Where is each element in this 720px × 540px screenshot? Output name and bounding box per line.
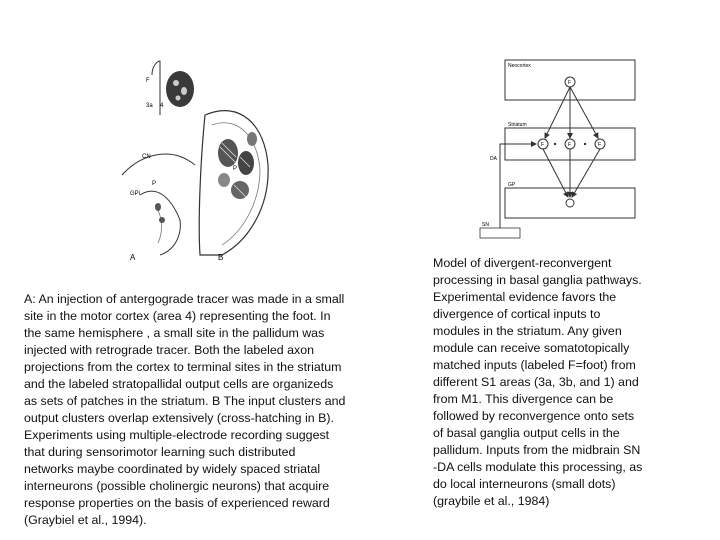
- gp-output-node: [566, 199, 574, 207]
- overlap-cluster: [247, 132, 257, 146]
- panel-label-b: B: [218, 253, 224, 262]
- gp-label: GP: [508, 182, 516, 188]
- basal-ganglia-model-diagram: [470, 50, 645, 240]
- label-f: F: [146, 78, 150, 84]
- striatum-node-label: F: [568, 142, 572, 148]
- label-gpi: GPi: [130, 191, 141, 197]
- overlap-cluster: [218, 173, 230, 187]
- neocortex-label: Neocortex: [508, 63, 531, 69]
- right-figure-caption: Model of divergent-reconvergent processing in basal ganglia pathways. Experimental evidence favors the divergence of cortical inputs to modules in the striatum. Any given module can receive somatotopically matched inputs (labeled F=foot) from different S1 areas (3a, 3b, and 1) and from M1. This divergence can be followed by reconvergence onto sets of basal ganglia output cells in the pallidum. Inputs from the midbrain SN -DA cells modulate this processing, as do local interneurons (small dots) (graybile et al., 1984): [433, 256, 643, 508]
- hemisphere-section-a: [122, 154, 237, 255]
- sn-label: SN: [482, 222, 489, 228]
- overlap-cluster: [231, 181, 249, 199]
- cortex-node-label: F: [568, 80, 572, 86]
- striatum-node-label: F: [598, 142, 602, 148]
- overlap-cluster: [218, 139, 238, 167]
- panel-label-a: A: [130, 253, 136, 262]
- brain-section-figure: [100, 55, 320, 275]
- left-figure-caption: A: An injection of antergograde tracer was made in a small site in the motor cortex (area 4) representing the foot. In the same hemisphere , a small site in the pallidum was injected with retrograde tracer. Both the labeled axon projections from the cortex to terminal sites in the striatum and the labeled stratopallidal output cells are organizeds as sets of patches in the striatum. B The input clusters and output clusters overlap extensively (cross-hatching in B). Experiments using multiple-electrode recording suggest that during sensorimotor learning such distributed networks maybe coordinated by widely spaced striatal interneurons (possible cholinergic neurons) that acquire response properties on the basis of experienced reward (Graybiel et al., 1994).: [24, 292, 346, 527]
- cortex-injection-inset: [146, 61, 194, 115]
- hemisphere-section-b: [199, 111, 268, 255]
- label-4: 4: [160, 103, 164, 109]
- sn-box: [480, 228, 520, 238]
- label-p: P: [152, 181, 157, 187]
- divergence-arrow: [570, 87, 598, 138]
- striatum-label: Striatum: [508, 122, 527, 128]
- label-p-b: P: [233, 166, 238, 172]
- injection-site: [166, 71, 194, 107]
- label-3a: 3a: [146, 103, 153, 109]
- reconvergence-arrow: [572, 149, 600, 197]
- striatum-node-label: F: [541, 142, 545, 148]
- label-cn: CN: [142, 154, 151, 160]
- interneuron-dot: [584, 143, 586, 145]
- da-label: DA: [490, 156, 497, 162]
- interneuron-dot: [554, 143, 556, 145]
- reconvergence-arrow: [543, 149, 568, 197]
- divergence-arrow: [545, 87, 570, 138]
